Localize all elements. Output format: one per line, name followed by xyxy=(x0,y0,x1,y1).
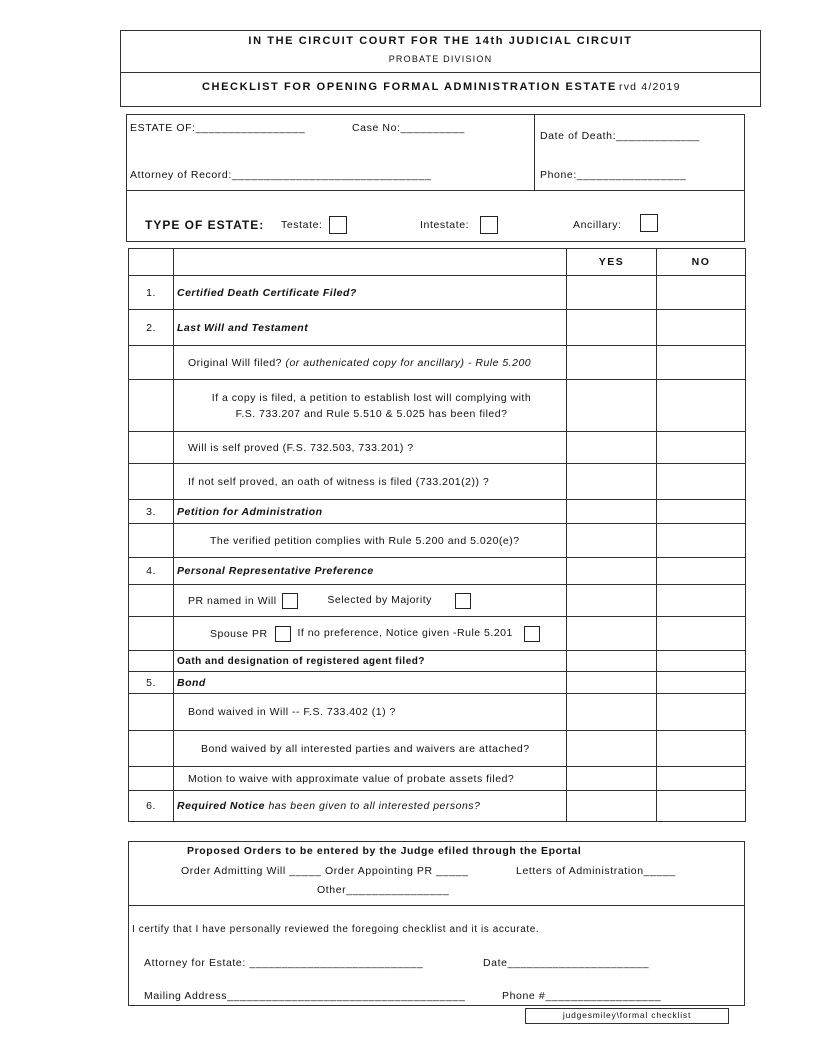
yes-cell[interactable] xyxy=(567,651,657,672)
no-preference-label: If no preference, Notice given -Rule 5.201 xyxy=(297,627,513,640)
item-number xyxy=(129,617,174,651)
certify-statement: I certify that I have personally reviewed the foregoing checklist and it is accurate. xyxy=(132,924,540,935)
table-row xyxy=(129,617,746,651)
yes-cell[interactable] xyxy=(567,524,657,558)
no-cell[interactable] xyxy=(657,524,746,558)
item-number xyxy=(129,464,174,500)
table-row xyxy=(129,585,746,617)
table-row xyxy=(129,651,746,672)
yes-cell[interactable] xyxy=(567,276,657,310)
yes-cell[interactable] xyxy=(567,346,657,380)
item-text xyxy=(174,585,567,617)
table-row xyxy=(129,791,746,822)
no-column-header: NO xyxy=(657,249,746,276)
table-row xyxy=(129,346,746,380)
item-text: Bond xyxy=(174,672,567,694)
table-row xyxy=(129,672,746,694)
item-text: Will is self proved (F.S. 732.503, 733.201) ? xyxy=(174,432,567,464)
info-horizontal-divider xyxy=(126,190,745,191)
item-number xyxy=(129,694,174,731)
no-cell[interactable] xyxy=(657,276,746,310)
no-cell[interactable] xyxy=(657,767,746,791)
no-cell[interactable] xyxy=(657,380,746,432)
table-row xyxy=(129,767,746,791)
item-text xyxy=(174,346,567,380)
item-number xyxy=(129,767,174,791)
item-text: Last Will and Testament xyxy=(174,310,567,346)
table-row xyxy=(129,276,746,310)
item-number: 2. xyxy=(129,310,174,346)
testate-checkbox[interactable] xyxy=(329,216,347,234)
yes-cell[interactable] xyxy=(567,500,657,524)
item-text: Petition for Administration xyxy=(174,500,567,524)
selected-majority-checkbox[interactable] xyxy=(455,593,471,609)
table-row xyxy=(129,731,746,767)
table-row xyxy=(129,524,746,558)
checklist-table xyxy=(128,248,746,822)
item-text-italic: (or authenicated copy for ancillary) - Rule 5.200 xyxy=(285,356,532,369)
date-of-death-field[interactable]: Date of Death:_____________ xyxy=(540,130,700,142)
item-text xyxy=(174,791,567,822)
case-no-field[interactable]: Case No:__________ xyxy=(352,122,465,134)
item-text: Bond waived by all interested parties and waivers are attached? xyxy=(174,731,567,767)
item-number xyxy=(129,651,174,672)
yes-cell[interactable] xyxy=(567,617,657,651)
phone-number-field[interactable]: Phone #__________________ xyxy=(502,990,662,1002)
no-cell[interactable] xyxy=(657,346,746,380)
yes-cell[interactable] xyxy=(567,791,657,822)
item-text: Oath and designation of registered agent filed? xyxy=(174,651,567,672)
item-number: 1. xyxy=(129,276,174,310)
table-header-cell xyxy=(174,249,567,276)
item-number: 3. xyxy=(129,500,174,524)
yes-cell[interactable] xyxy=(567,672,657,694)
info-vertical-divider xyxy=(534,114,535,191)
item-text xyxy=(174,380,567,432)
proposed-orders-title: Proposed Orders to be entered by the Judge efiled through the Eportal xyxy=(187,845,582,857)
table-row xyxy=(129,500,746,524)
ancillary-label: Ancillary: xyxy=(573,219,622,231)
no-cell[interactable] xyxy=(657,791,746,822)
order-admitting-will-field[interactable]: Order Admitting Will _____ Order Appointing PR _____ xyxy=(181,865,469,877)
no-cell[interactable] xyxy=(657,585,746,617)
table-row xyxy=(129,310,746,346)
testate-label: Testate: xyxy=(281,219,323,231)
revision-label: rvd 4/2019 xyxy=(619,81,681,93)
item-text: The verified petition complies with Rule 5.200 and 5.020(e)? xyxy=(174,524,567,558)
yes-cell[interactable] xyxy=(567,310,657,346)
table-row xyxy=(129,464,746,500)
mailing-address-field[interactable]: Mailing Address_____________________________________ xyxy=(144,990,466,1002)
item-number xyxy=(129,346,174,380)
yes-cell[interactable] xyxy=(567,380,657,432)
selected-majority-label: Selected by Majority xyxy=(327,594,432,607)
item-text: Certified Death Certificate Filed? xyxy=(174,276,567,310)
yes-cell[interactable] xyxy=(567,731,657,767)
table-row xyxy=(129,432,746,464)
letters-administration-field[interactable]: Letters of Administration_____ xyxy=(516,865,676,877)
yes-cell[interactable] xyxy=(567,585,657,617)
intestate-checkbox[interactable] xyxy=(480,216,498,234)
estate-type-label: TYPE OF ESTATE: xyxy=(145,218,265,232)
item-number xyxy=(129,380,174,432)
no-cell[interactable] xyxy=(657,672,746,694)
table-header-row xyxy=(129,249,746,276)
item-text: Personal Representative Preference xyxy=(174,558,567,585)
yes-column-header: YES xyxy=(567,249,657,276)
header-divider xyxy=(120,72,761,73)
other-order-field[interactable]: Other________________ xyxy=(317,884,450,896)
yes-cell[interactable] xyxy=(567,694,657,731)
item-number xyxy=(129,585,174,617)
yes-cell[interactable] xyxy=(567,464,657,500)
attorney-of-record-field[interactable]: Attorney of Record:_______________________________ xyxy=(130,169,432,181)
no-cell[interactable] xyxy=(657,310,746,346)
no-cell[interactable] xyxy=(657,432,746,464)
page-title: CHECKLIST FOR OPENING FORMAL ADMINISTRATION ESTATE xyxy=(202,81,617,93)
item-number xyxy=(129,432,174,464)
attorney-for-estate-field[interactable]: Attorney for Estate: ___________________________ xyxy=(144,957,424,969)
item-text-main: Original Will filed? xyxy=(188,356,283,369)
yes-cell[interactable] xyxy=(567,558,657,585)
pr-named-label: PR named in Will xyxy=(188,594,277,607)
table-row xyxy=(129,558,746,585)
item-number: 4. xyxy=(129,558,174,585)
item-number xyxy=(129,731,174,767)
court-name: IN THE CIRCUIT COURT FOR THE 14th JUDICIAL CIRCUIT xyxy=(248,35,633,47)
item-text: Bond waived in Will -- F.S. 733.402 (1) ? xyxy=(174,694,567,731)
item-number xyxy=(129,524,174,558)
no-cell[interactable] xyxy=(657,731,746,767)
item-text xyxy=(174,617,567,651)
no-preference-checkbox[interactable] xyxy=(524,626,540,642)
no-cell[interactable] xyxy=(657,651,746,672)
spouse-pr-checkbox[interactable] xyxy=(275,626,291,642)
pr-named-checkbox[interactable] xyxy=(282,593,298,609)
item-number: 5. xyxy=(129,672,174,694)
intestate-label: Intestate: xyxy=(420,219,470,231)
no-cell[interactable] xyxy=(657,500,746,524)
division-name: PROBATE DIVISION xyxy=(388,54,493,64)
item-text-line1: If a copy is filed, a petition to establish lost will complying with xyxy=(211,391,532,404)
footer-label: judgesmiley\formal checklist xyxy=(562,1010,692,1020)
spouse-pr-label: Spouse PR xyxy=(210,627,268,640)
date-field[interactable]: Date______________________ xyxy=(483,957,650,969)
item-text: Motion to waive with approximate value of probate assets filed? xyxy=(174,767,567,791)
item-text-line2: F.S. 733.207 and Rule 5.510 & 5.025 has been filed? xyxy=(235,407,508,420)
no-cell[interactable] xyxy=(657,617,746,651)
estate-of-field[interactable]: ESTATE OF:_________________ xyxy=(130,122,306,134)
item-text: If not self proved, an oath of witness is filed (733.201(2)) ? xyxy=(174,464,567,500)
ancillary-checkbox[interactable] xyxy=(640,214,658,232)
no-cell[interactable] xyxy=(657,558,746,585)
phone-field[interactable]: Phone:_________________ xyxy=(540,169,687,181)
no-cell[interactable] xyxy=(657,464,746,500)
no-cell[interactable] xyxy=(657,694,746,731)
item-text-italic: has been given to all interested persons? xyxy=(268,800,481,812)
table-header-cell xyxy=(129,249,174,276)
item-text-main: Required Notice xyxy=(177,800,266,812)
yes-cell[interactable] xyxy=(567,432,657,464)
yes-cell[interactable] xyxy=(567,767,657,791)
table-row xyxy=(129,380,746,432)
table-row xyxy=(129,694,746,731)
item-number: 6. xyxy=(129,791,174,822)
